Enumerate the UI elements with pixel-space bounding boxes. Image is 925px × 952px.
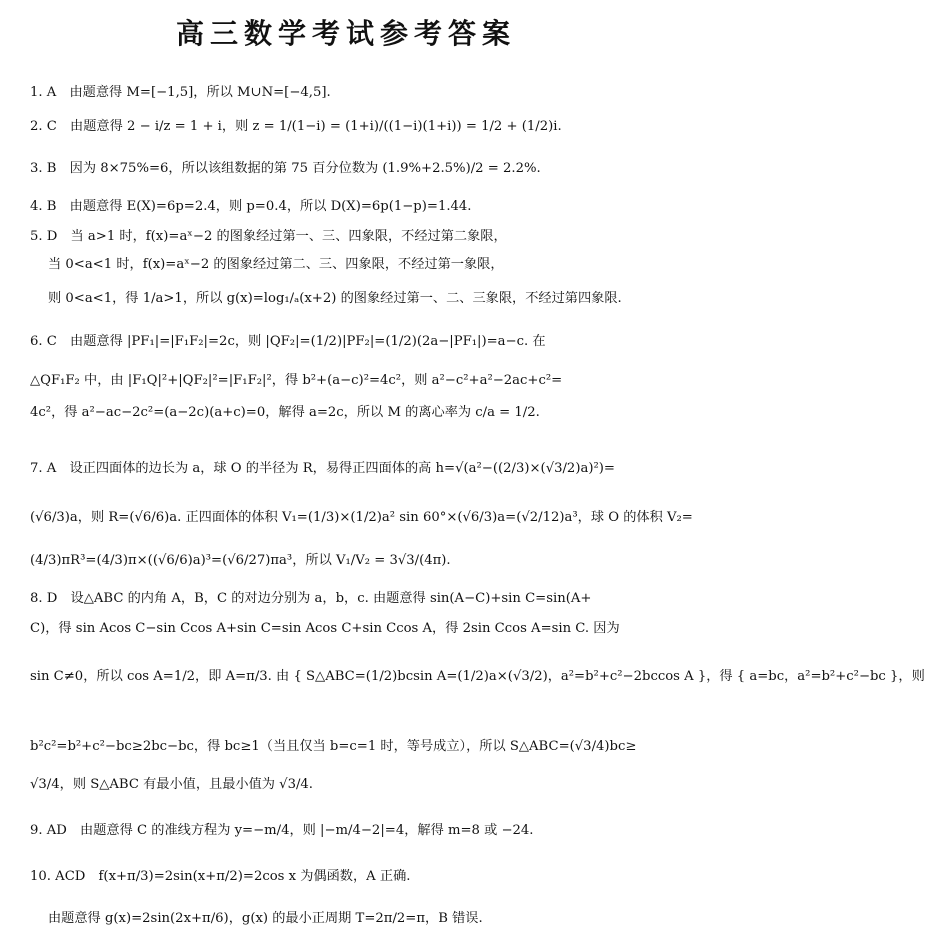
answer-4-line-1: 4. B 由题意得 E(X)=6p=2.4，则 p=0.4，所以 D(X)=6p(1−p)=1.44.	[30, 199, 472, 214]
answer-9-line-1: 9. AD 由题意得 C 的准线方程为 y=−m/4，则 |−m/4−2|=4，解得 m=8 或 −24.	[30, 823, 534, 838]
answer-5-line-1: 5. D 当 a>1 时，f(x)=aˣ−2 的图象经过第一、三、四象限，不经过第二象限，	[30, 229, 507, 244]
answer-10-line-2: 由题意得 g(x)=2sin(2x+π/6)，g(x) 的最小正周期 T=2π/2=π，B 错误.	[48, 911, 483, 926]
answer-7-line-3: (4/3)πR³=(4/3)π×((√6/6)a)³=(√6/27)πa³，所以 V₁/V₂ = 3√3/(4π).	[30, 553, 451, 568]
answer-8-line-3: sin C≠0，所以 cos A=1/2，即 A=π/3. 由 { S△ABC=(1/2)bcsin A=(1/2)a×(√3/2)，a²=b²+c²−2bccos A }，得 { a=bc，a²=b²+c²−bc }，则	[30, 669, 925, 684]
answer-7-line-1: 7. A 设正四面体的边长为 a，球 O 的半径为 R，易得正四面体的高 h=√(a²−((2/3)×(√3/2)a)²)=	[30, 461, 615, 476]
answer-2-line-1: 2. C 由题意得 2 − i/z = 1 + i，则 z = 1/(1−i) = (1+i)/((1−i)(1+i)) = 1/2 + (1/2)i.	[30, 119, 562, 134]
answer-8-line-1: 8. D 设△ABC 的内角 A，B，C 的对边分别为 a，b，c. 由题意得 sin(A−C)+sin C=sin(A+	[30, 591, 592, 606]
answer-6-line-1: 6. C 由题意得 |PF₁|=|F₁F₂|=2c，则 |QF₂|=(1/2)|PF₂|=(1/2)(2a−|PF₁|)=a−c. 在	[30, 334, 546, 349]
answer-10-line-1: 10. ACD f(x+π/3)=2sin(x+π/2)=2cos x 为偶函数，A 正确.	[30, 869, 411, 884]
answer-3-line-1: 3. B 因为 8×75%=6，所以该组数据的第 75 百分位数为 (1.9%+2.5%)/2 = 2.2%.	[30, 161, 541, 176]
answer-5-line-2: 当 0<a<1 时，f(x)=aˣ−2 的图象经过第二、三、四象限，不经过第一象限，	[48, 257, 504, 272]
answer-8-line-4: b²c²=b²+c²−bc≥2bc−bc，得 bc≥1（当且仅当 b=c=1 时，等号成立），所以 S△ABC=(√3/4)bc≥	[30, 739, 637, 754]
answer-6-line-2: △QF₁F₂ 中，由 |F₁Q|²+|QF₂|²=|F₁F₂|²，得 b²+(a−c)²=4c²，则 a²−c²+a²−2ac+c²=	[30, 373, 563, 388]
answer-5-line-3: 则 0<a<1，得 1/a>1，所以 g(x)=log₁/ₐ(x+2) 的图象经过第一、二、三象限，不经过第四象限.	[48, 291, 622, 306]
answer-6-line-3: 4c²，得 a²−ac−2c²=(a−2c)(a+c)=0，解得 a=2c，所以 M 的离心率为 c/a = 1/2.	[30, 405, 540, 420]
answer-1-line-1: 1. A 由题意得 M=[−1,5]，所以 M∪N=[−4,5].	[30, 85, 331, 100]
answer-8-line-5: √3/4，则 S△ABC 有最小值，且最小值为 √3/4.	[30, 777, 313, 792]
answer-8-line-2: C)，得 sin Acos C−sin Ccos A+sin C=sin Acos C+sin Ccos A，得 2sin Ccos A=sin C. 因为	[30, 621, 620, 636]
answer-7-line-2: (√6/3)a，则 R=(√6/6)a. 正四面体的体积 V₁=(1/3)×(1/2)a² sin 60°×(√6/3)a=(√2/12)a³，球 O 的体积 V₂=	[30, 510, 693, 525]
page-title: 高三数学考试参考答案	[175, 17, 516, 50]
